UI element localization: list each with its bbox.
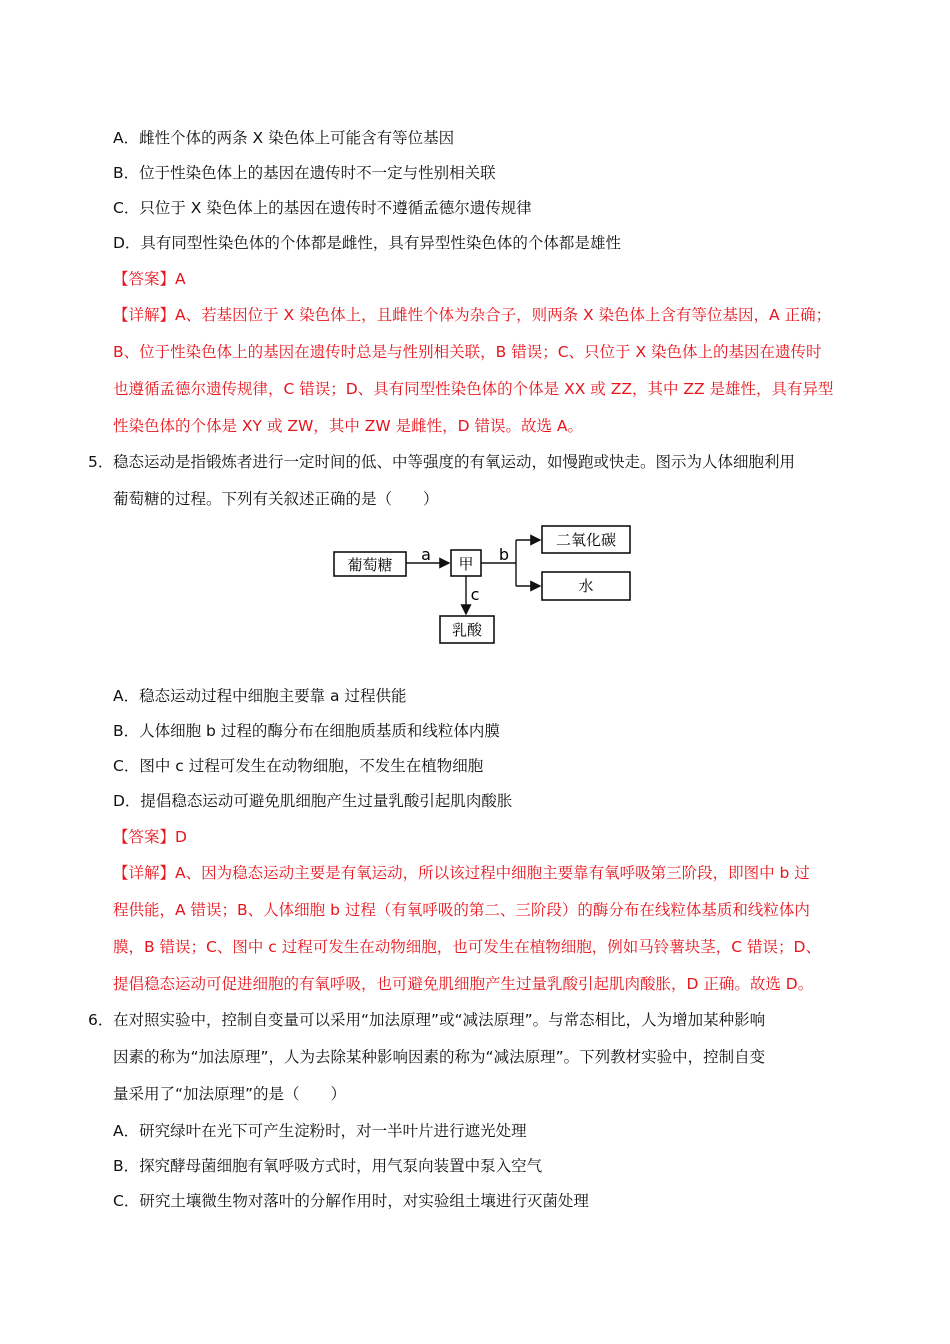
q4-explanation-line: 性染色体的个体是 XY 或 ZW，其中 ZW 是雌性，D 错误。故选 A。 [113,417,584,435]
q6-stem-line: 量采用了“加法原理”的是（ ） [113,1085,347,1103]
q5-explanation-line: 【详解】A、因为稳态运动主要是有氧运动，所以该过程中细胞主要靠有氧呼吸第三阶段，即图中 b 过 [113,864,810,882]
q6-stem-line: 因素的称为“加法原理”，人为去除某种影响因素的称为“减法原理”。下列教材实验中，控制自变 [113,1048,766,1066]
q4-answer: 【答案】A [113,270,186,288]
label-a: a [421,545,431,564]
q5-explanation-line: 提倡稳态运动可促进细胞的有氧呼吸，也可避免肌细胞产生过量乳酸引起肌肉酸胀，D 正确。故选 D。 [113,975,814,993]
q4-explanation-line: B、位于性染色体上的基因在遗传时总是与性别相关联，B 错误；C、只位于 X 染色体上的基因在遗传时 [113,343,822,361]
q6-stem-line: 在对照实验中，控制自变量可以采用“加法原理”或“减法原理”。与常态相比，人为增加某种影响 [113,1011,766,1029]
q4-option-c: C．只位于 X 染色体上的基因在遗传时不遵循孟德尔遗传规律 [113,199,532,217]
q5-answer: 【答案】D [113,828,187,846]
water-label: 水 [578,577,594,595]
q5-stem-line: 稳态运动是指锻炼者进行一定时间的低、中等强度的有氧运动，如慢跑或快走。图示为人体细胞利用 [113,453,796,471]
q6-option-b: B．探究酵母菌细胞有氧呼吸方式时，用气泵向装置中泵入空气 [113,1157,543,1175]
label-b: b [498,545,510,564]
label-c: c [470,585,480,604]
q4-option-a: A．雌性个体的两条 X 染色体上可能含有等位基因 [113,129,455,147]
q5-explanation-line: 程供能，A 错误；B、人体细胞 b 过程（有氧呼吸的第二、三阶段）的酶分布在线粒体基质和线粒体内 [113,901,810,919]
q5-option-b: B．人体细胞 b 过程的酶分布在细胞质基质和线粒体内膜 [113,722,500,740]
q4-option-d: D．具有同型性染色体的个体都是雌性，具有异型性染色体的个体都是雄性 [113,234,621,252]
q5-option-d: D．提倡稳态运动可避免肌细胞产生过量乳酸引起肌肉酸胀 [113,792,513,810]
jia-label: 甲 [458,555,474,573]
glucose-metabolism-diagram [330,520,640,650]
glucose-label: 葡萄糖 [347,556,393,574]
q4-option-b: B．位于性染色体上的基因在遗传时不一定与性别相关联 [113,164,496,182]
q4-explanation-line: 【详解】A、若基因位于 X 染色体上，且雌性个体为杂合子，则两条 X 染色体上含有等位基因，A 正确； [113,306,832,324]
q6-option-c: C．研究土壤微生物对落叶的分解作用时，对实验组土壤进行灭菌处理 [113,1192,589,1210]
q5-number: 5． [88,453,114,471]
q5-stem-line: 葡萄糖的过程。下列有关叙述正确的是（ ） [113,490,439,508]
q6-option-a: A．研究绿叶在光下可产生淀粉时，对一半叶片进行遮光处理 [113,1122,527,1140]
q6-number: 6． [88,1011,114,1029]
q4-explanation-line: 也遵循孟德尔遗传规律，C 错误；D、具有同型性染色体的个体是 XX 或 ZZ，其中 ZZ 是雄性，具有异型 [113,380,834,398]
lactic-label: 乳酸 [451,621,483,639]
q5-option-c: C．图中 c 过程可发生在动物细胞，不发生在植物细胞 [113,757,484,775]
co2-label: 二氧化碳 [555,531,617,549]
q5-option-a: A．稳态运动过程中细胞主要靠 a 过程供能 [113,687,407,705]
q5-explanation-line: 膜，B 错误；C、图中 c 过程可发生在动物细胞，也可发生在植物细胞，例如马铃薯块茎，C 错误；D、 [113,938,821,956]
